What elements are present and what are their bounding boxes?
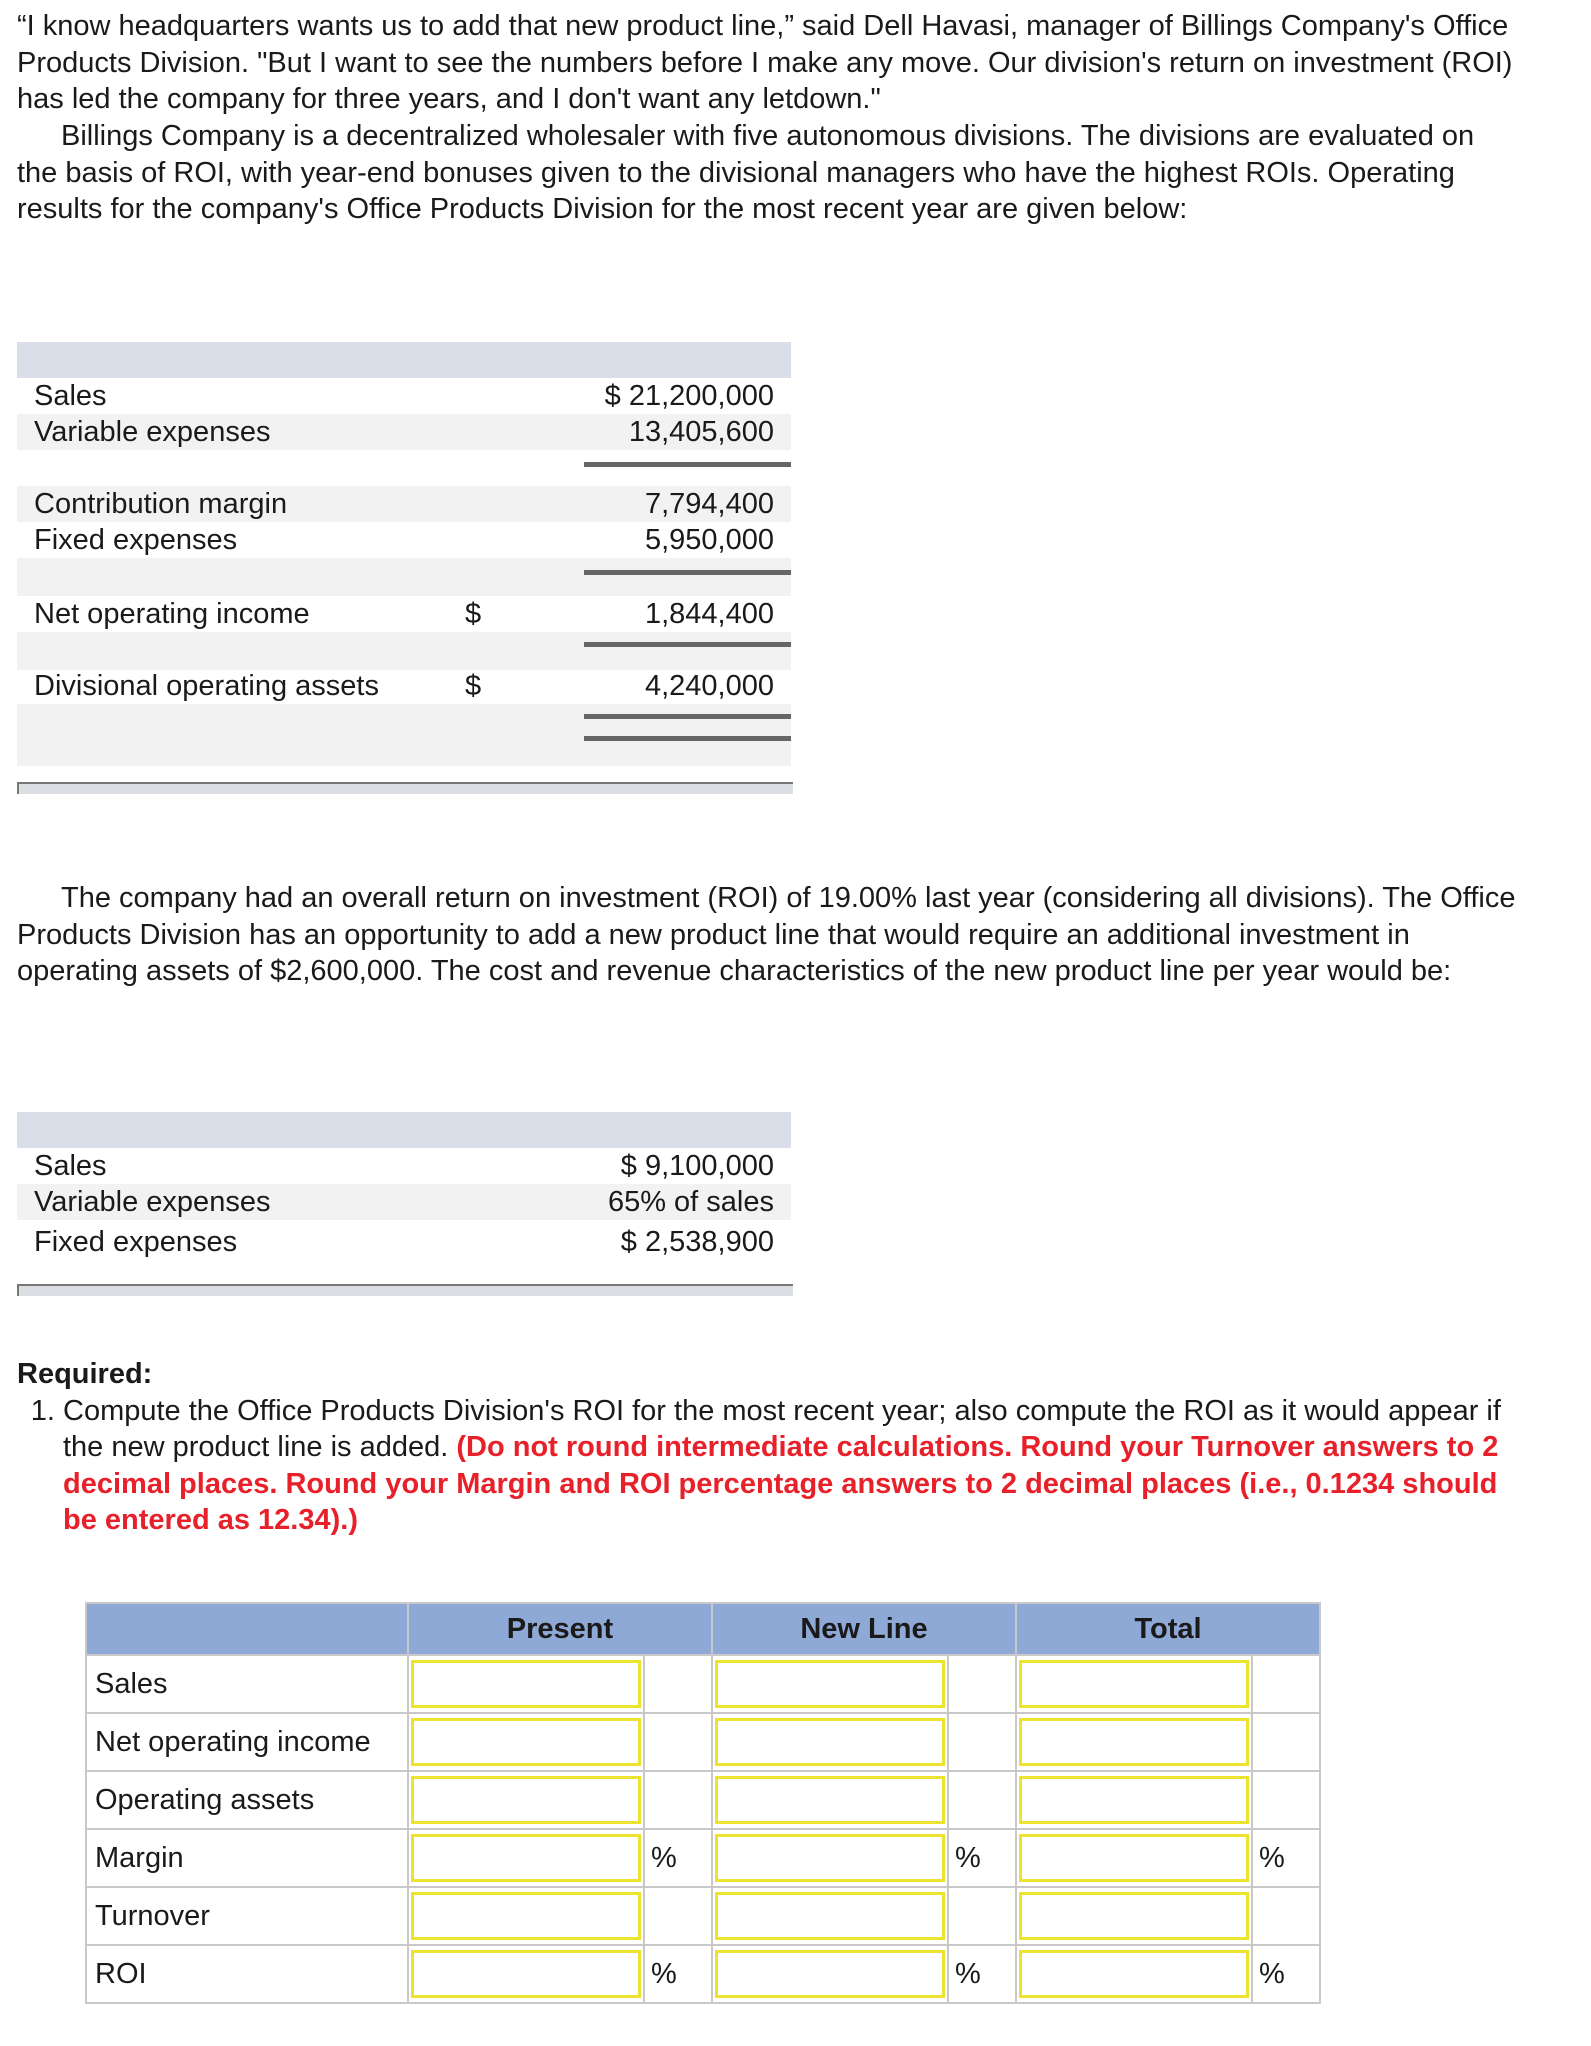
intro-paragraph-1: “I know headquarters wants us to add that new product line,” said Dell Havasi, manager of Billings Company's Office Products Division. "But I want to see the numbers before I make any move. Our division's return on investment (ROI) has led the company for three years, and I don't want any letdown." <box>17 10 1513 115</box>
unit-cell <box>948 1655 1016 1713</box>
total-cell <box>1016 1713 1252 1771</box>
row-fixed-expenses <box>17 522 791 558</box>
spacer-shade <box>17 558 791 596</box>
required-item-1-text: Compute the Office Products Division's ROI for the most recent year; also compute the ROI as it would appear if the new product line is added. <box>63 1394 1501 1463</box>
present-cell <box>408 1713 644 1771</box>
present-cell <box>408 1771 644 1829</box>
row-contribution-margin <box>17 486 791 522</box>
required-item-1-instruction: (Do not round intermediate calculations. Round your Turnover answers to 2 decimal places. Round your Margin and ROI percentage answers to 2 decimal places (i.e., 0.1234 should be entered as 12.34).) <box>63 1431 1499 1536</box>
total-cell <box>1016 1771 1252 1829</box>
percent-unit: % <box>1252 1829 1320 1887</box>
present-cell <box>408 1655 644 1713</box>
required-section <box>17 1356 1537 1539</box>
margin-total-input[interactable] <box>1019 1834 1249 1882</box>
roi-present-input[interactable] <box>411 1950 641 1998</box>
row-variable-expenses <box>17 414 791 450</box>
present-cell <box>408 1829 644 1887</box>
answer-row-operating-assets <box>86 1771 1320 1829</box>
percent-unit: % <box>644 1829 712 1887</box>
row-label: Net operating income <box>86 1713 408 1771</box>
sales-total-input[interactable] <box>1019 1660 1249 1708</box>
assets-total-input[interactable] <box>1019 1776 1249 1824</box>
subtotal-rule <box>584 570 791 575</box>
assets-present-input[interactable] <box>411 1776 641 1824</box>
row-sales <box>17 378 791 414</box>
unit-cell <box>1252 1713 1320 1771</box>
percent-unit: % <box>948 1945 1016 2003</box>
answer-grid-header <box>86 1603 1320 1655</box>
new-line-cell <box>712 1655 948 1713</box>
answer-row-net-operating-income <box>86 1713 1320 1771</box>
noi-total-input[interactable] <box>1019 1718 1249 1766</box>
percent-unit: % <box>1252 1945 1320 2003</box>
subtotal-rule <box>584 462 791 467</box>
row-label: ROI <box>86 1945 408 2003</box>
new-line-cell <box>712 1829 948 1887</box>
answer-row-turnover <box>86 1887 1320 1945</box>
percent-unit: % <box>644 1945 712 2003</box>
new-line-cell <box>712 1771 948 1829</box>
table-bottom-border <box>17 782 793 794</box>
answer-row-margin <box>86 1829 1320 1887</box>
turnover-new-line-input[interactable] <box>715 1892 945 1940</box>
middle-paragraph-text: The company had an overall return on investment (ROI) of 19.00% last year (considering all divisions). The Office Products Division has an opportunity to add a new product line that would require an additional investment in operating assets of $2,600,000. The cost and revenue characteristics of the new product line per year would be: <box>17 882 1516 987</box>
double-rule-bottom <box>584 736 791 741</box>
total-rule <box>584 642 791 647</box>
header-total: Total <box>1016 1603 1320 1655</box>
unit-cell <box>644 1713 712 1771</box>
row-label: Fixed expenses <box>34 1226 238 1258</box>
margin-new-line-input[interactable] <box>715 1834 945 1882</box>
amount: 1,844,400 <box>644 598 774 630</box>
row-sales <box>17 1148 791 1184</box>
roi-total-input[interactable] <box>1019 1950 1249 1998</box>
new-line-cell <box>712 1713 948 1771</box>
row-fixed-expenses <box>17 1224 791 1260</box>
turnover-total-input[interactable] <box>1019 1892 1249 1940</box>
unit-cell <box>948 1887 1016 1945</box>
row-label: Divisional operating assets <box>34 670 379 702</box>
answer-row-sales <box>86 1655 1320 1713</box>
row-label: Turnover <box>86 1887 408 1945</box>
noi-new-line-input[interactable] <box>715 1718 945 1766</box>
header-blank <box>86 1603 408 1655</box>
total-cell <box>1016 1829 1252 1887</box>
margin-present-input[interactable] <box>411 1834 641 1882</box>
row-value <box>464 596 774 632</box>
table-bottom-border <box>17 1284 793 1296</box>
row-value: $ 2,538,900 <box>620 1226 774 1258</box>
row-label: Operating assets <box>86 1771 408 1829</box>
present-cell <box>408 1945 644 2003</box>
row-label: Sales <box>34 1150 107 1182</box>
row-value <box>464 668 774 704</box>
roi-new-line-input[interactable] <box>715 1950 945 1998</box>
unit-cell <box>1252 1655 1320 1713</box>
row-value: 65% of sales <box>607 1186 774 1218</box>
header-present: Present <box>408 1603 712 1655</box>
currency-sign: $ <box>464 670 482 702</box>
currency-sign: $ <box>464 598 482 630</box>
new-line-cell <box>712 1887 948 1945</box>
sales-present-input[interactable] <box>411 1660 641 1708</box>
row-label: Contribution margin <box>34 488 288 520</box>
noi-present-input[interactable] <box>411 1718 641 1766</box>
required-item-1 <box>63 1393 1537 1539</box>
amount: 4,240,000 <box>644 670 774 702</box>
row-label: Fixed expenses <box>34 524 238 556</box>
table-header-bar <box>17 1112 791 1148</box>
header-new-line: New Line <box>712 1603 1016 1655</box>
intro-paragraph-2-text: Billings Company is a decentralized wholesaler with five autonomous divisions. The divisions are evaluated on the basis of ROI, with year-end bonuses given to the divisional managers who have the highest ROIs. Operating results for the company's Office Products Division for the most recent year are given below: <box>17 120 1475 225</box>
required-list <box>17 1393 1537 1539</box>
table-header-bar <box>17 342 791 378</box>
row-value: 13,405,600 <box>628 416 774 448</box>
spacer-shade <box>17 632 791 670</box>
row-label: Variable expenses <box>34 416 271 448</box>
row-value: $ 21,200,000 <box>604 380 774 412</box>
total-cell <box>1016 1945 1252 2003</box>
row-label: Variable expenses <box>34 1186 271 1218</box>
row-label: Margin <box>86 1829 408 1887</box>
answer-grid <box>85 1602 1321 2004</box>
row-divisional-operating-assets <box>17 668 791 704</box>
row-label: Sales <box>86 1655 408 1713</box>
unit-cell <box>644 1887 712 1945</box>
unit-cell <box>1252 1887 1320 1945</box>
row-label: Net operating income <box>34 598 310 630</box>
row-variable-expenses <box>17 1184 791 1220</box>
answer-row-roi <box>86 1945 1320 2003</box>
total-cell <box>1016 1655 1252 1713</box>
percent-unit: % <box>948 1829 1016 1887</box>
middle-paragraph <box>17 880 1517 990</box>
total-cell <box>1016 1887 1252 1945</box>
turnover-present-input[interactable] <box>411 1892 641 1940</box>
sales-new-line-input[interactable] <box>715 1660 945 1708</box>
present-cell <box>408 1887 644 1945</box>
unit-cell <box>1252 1771 1320 1829</box>
required-title: Required: <box>17 1358 153 1390</box>
unit-cell <box>644 1655 712 1713</box>
row-label: Sales <box>34 380 107 412</box>
new-line-cell <box>712 1945 948 2003</box>
intro-paragraph-2 <box>17 118 1517 228</box>
assets-new-line-input[interactable] <box>715 1776 945 1824</box>
row-value: $ 9,100,000 <box>620 1150 774 1182</box>
double-rule-top <box>584 714 791 719</box>
unit-cell <box>948 1771 1016 1829</box>
unit-cell <box>644 1771 712 1829</box>
row-value: 7,794,400 <box>644 488 774 520</box>
row-value: 5,950,000 <box>644 524 774 556</box>
unit-cell <box>948 1713 1016 1771</box>
row-net-operating-income <box>17 596 791 632</box>
